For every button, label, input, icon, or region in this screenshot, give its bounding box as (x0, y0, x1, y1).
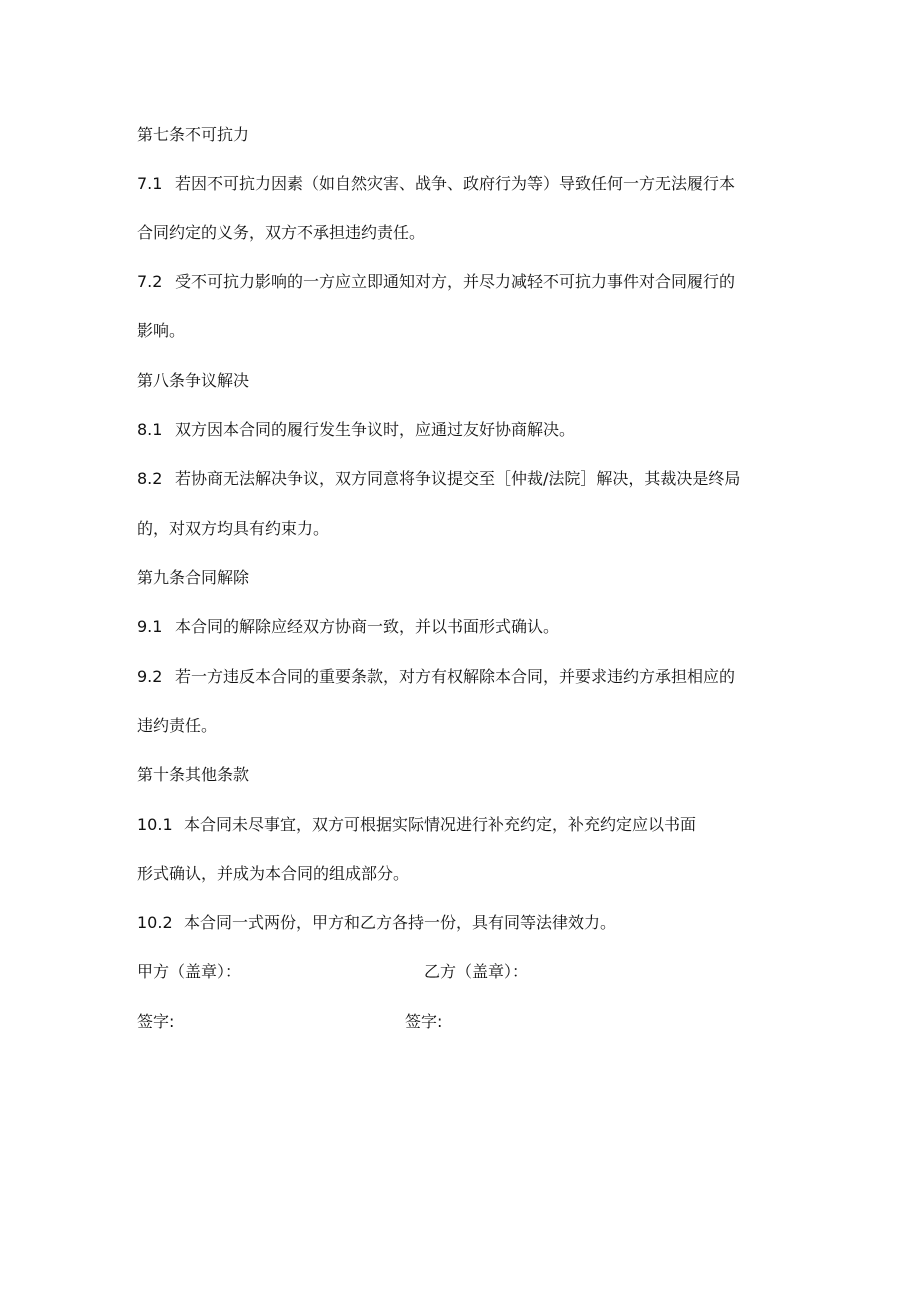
clause-text: 本合同一式两份，甲方和乙方各持一份，具有同等法律效力。 (184, 913, 617, 932)
clause-7-2-continuation: 影响。 (137, 321, 186, 340)
clause-7-1-continuation: 合同约定的义务，双方不承担违约责任。 (137, 223, 426, 242)
clause-7-1 (137, 174, 735, 194)
clause-number: 10.1 (137, 815, 173, 834)
clause-9-2 (137, 667, 735, 687)
article-7-heading: 第七条不可抗力 (137, 125, 250, 144)
party-b-seal-label: 乙方（盖章）： (424, 962, 529, 981)
clause-10-1 (137, 815, 696, 835)
article-9-heading: 第九条合同解除 (137, 568, 250, 587)
clause-text: 受不可抗力影响的一方应立即通知对方，并尽力减轻不可抗力事件对合同履行的 (175, 272, 736, 291)
clause-text: 本合同未尽事宜，双方可根据实际情况进行补充约定，补充约定应以书面 (184, 815, 697, 834)
clause-10-1-continuation: 形式确认，并成为本合同的组成部分。 (137, 864, 410, 883)
party-a-signature-label: 签字: (137, 1012, 175, 1031)
clause-8-2 (137, 469, 740, 489)
clause-text: 若一方违反本合同的重要条款，对方有权解除本合同，并要求违约方承担相应的 (175, 667, 736, 686)
clause-9-1 (137, 617, 559, 637)
clause-7-2 (137, 272, 735, 292)
clause-number: 7.1 (137, 174, 163, 193)
clause-text: 本合同的解除应经双方协商一致，并以书面形式确认。 (175, 617, 560, 636)
article-8-heading: 第八条争议解决 (137, 371, 250, 390)
party-b-signature-label: 签字: (405, 1012, 443, 1031)
clause-8-2-continuation: 的，对双方均具有约束力。 (137, 519, 330, 538)
article-10-heading: 第十条其他条款 (137, 765, 250, 784)
clause-number: 8.1 (137, 420, 163, 439)
clause-text: 若因不可抗力因素（如自然灾害、战争、政府行为等）导致任何一方无法履行本 (175, 174, 736, 193)
clause-number: 7.2 (137, 272, 163, 291)
clause-text: 若协商无法解决争议，双方同意将争议提交至［仲裁/法院］解决，其裁决是终局 (175, 469, 741, 488)
clause-number: 9.2 (137, 667, 163, 686)
clause-text: 双方因本合同的履行发生争议时，应通过友好协商解决。 (175, 420, 576, 439)
party-a-seal-label: 甲方（盖章）： (137, 962, 242, 981)
clause-number: 8.2 (137, 469, 163, 488)
clause-number: 10.2 (137, 913, 173, 932)
clause-number: 9.1 (137, 617, 163, 636)
clause-8-1 (137, 420, 575, 440)
clause-10-2 (137, 913, 616, 933)
clause-9-2-continuation: 违约责任。 (137, 716, 218, 735)
